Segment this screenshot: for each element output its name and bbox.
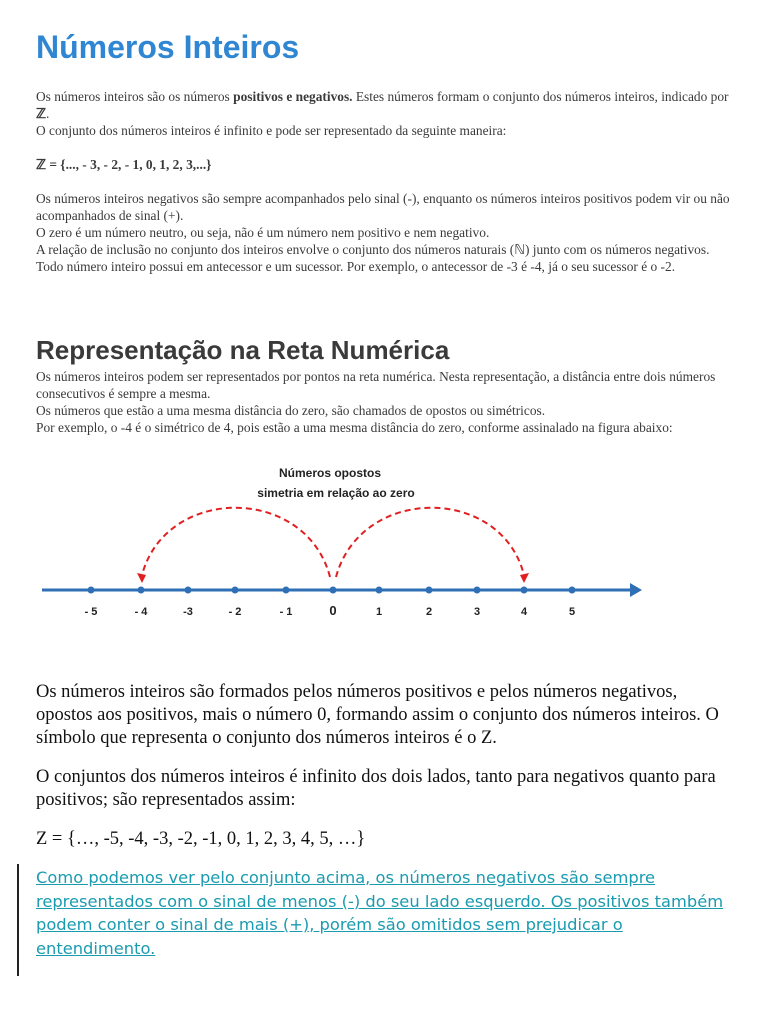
figure-caption-line-1: Números opostos	[278, 466, 382, 480]
number-line-labels	[85, 603, 575, 618]
number-line-label: 0	[329, 603, 337, 618]
number-line-figure	[36, 455, 648, 645]
intro-text-cont: Estes números formam o conjunto dos números inteiros, indicado por	[352, 89, 729, 104]
section2-paragraph-2: Os números que estão a uma mesma distância do zero, são chamados de opostos ou simétricos.	[36, 403, 546, 418]
number-line-point	[426, 587, 433, 594]
intro-section	[36, 88, 736, 275]
number-line-label: 5	[568, 606, 576, 618]
number-line-label: - 2	[228, 606, 242, 618]
number-line-label: - 4	[134, 606, 148, 618]
margin-bar	[17, 864, 19, 976]
number-line-label: 2	[425, 606, 433, 618]
body-integer-set: Z = {…, -5, -4, -3, -2, -1, 0, 1, 2, 3, 4, 5, …}	[36, 829, 366, 849]
number-line-point	[283, 587, 290, 594]
number-line-label: - 1	[279, 606, 293, 618]
intro-text-end: .	[45, 106, 50, 121]
page-title: Números Inteiros	[36, 29, 300, 65]
arrowhead-four	[520, 573, 529, 583]
number-line-label: 1	[375, 606, 383, 618]
intro-paragraph-3: Os números inteiros negativos são sempre acompanhados pelo sinal (-), enquanto os números inteiros positivos podem vir ou não acompanhados de sinal (+).	[36, 191, 730, 223]
section-heading-number-line: Representação na Reta Numérica	[36, 335, 450, 365]
body-section	[36, 681, 736, 851]
integer-set-definition: ℤ = {..., - 3, - 2, - 1, 0, 1, 2, 3,...}	[36, 157, 212, 172]
number-line-point	[185, 587, 192, 594]
section2-paragraph-1: Os números inteiros podem ser representados por pontos na reta numérica. Nesta representação, a distância entre dois números consecutivos é sempre a mesma.	[36, 369, 716, 401]
number-line-point	[569, 587, 576, 594]
body-paragraph-2: O conjuntos dos números inteiros é infinito dos dois lados, tanto para negativos quanto para positivos; são representados assim:	[36, 767, 716, 810]
number-line-label: -3	[183, 606, 193, 618]
intro-paragraph-6: Todo número inteiro possui em antecessor e um sucessor. Por exemplo, o antecessor de -3 é -4, já o seu sucessor é o -2.	[36, 259, 676, 274]
intro-paragraph-2: O conjunto dos números inteiros é infinito e pode ser representado da seguinte maneira:	[36, 123, 507, 138]
intro-paragraph-5: A relação de inclusão no conjunto dos inteiros envolve o conjunto dos números naturais (ℕ) junto com os números negativos.	[36, 242, 710, 257]
arc-zero-to-minus-four	[142, 508, 330, 577]
number-line-label: 3	[473, 606, 481, 618]
intro-paragraph-1	[36, 88, 736, 122]
number-line-label: - 5	[84, 606, 98, 618]
body-paragraph-1: Os números inteiros são formados pelos números positivos e pelos números negativos, opostos aos positivos, mais o número 0, formando assim o conjunto dos números inteiros. O símbolo que representa o conjunto dos números inteiros é o Z.	[36, 682, 719, 748]
number-line-point	[88, 587, 95, 594]
section2-paragraph-3: Por exemplo, o -4 é o simétrico de 4, pois estão a uma mesma distância do zero, conforme assinalado na figura abaixo:	[36, 420, 673, 435]
number-line-point	[232, 587, 239, 594]
number-line-point	[376, 587, 383, 594]
number-line-svg	[36, 455, 648, 645]
number-line-label: 4	[520, 606, 528, 618]
number-line-point	[521, 587, 528, 594]
number-line-point	[330, 587, 337, 594]
number-line-section	[36, 368, 736, 436]
intro-paragraph-4: O zero é um número neutro, ou seja, não é um número nem positivo e nem negativo.	[36, 225, 490, 240]
number-line-point	[138, 587, 145, 594]
intro-text: Os números inteiros são os números	[36, 89, 234, 104]
symmetry-arcs	[137, 508, 529, 583]
figure-caption-line-2: simetria em relação ao zero	[257, 486, 415, 500]
number-line-point	[474, 587, 481, 594]
hyperlink-paragraph[interactable]: Como podemos ver pelo conjunto acima, os números negativos são sempre representados com o sinal de menos (-) do seu lado esquerdo. Os positivos também podem conter o sinal de mais (+), porém são omitidos sem prejudicar o entendimento.	[36, 868, 724, 958]
arrowhead-minus-four	[137, 573, 146, 583]
intro-bold-text: positivos e negativos.	[233, 89, 353, 104]
integer-symbol: ℤ	[36, 106, 46, 121]
arc-zero-to-four	[336, 508, 524, 577]
number-line-arrowhead	[630, 583, 642, 597]
